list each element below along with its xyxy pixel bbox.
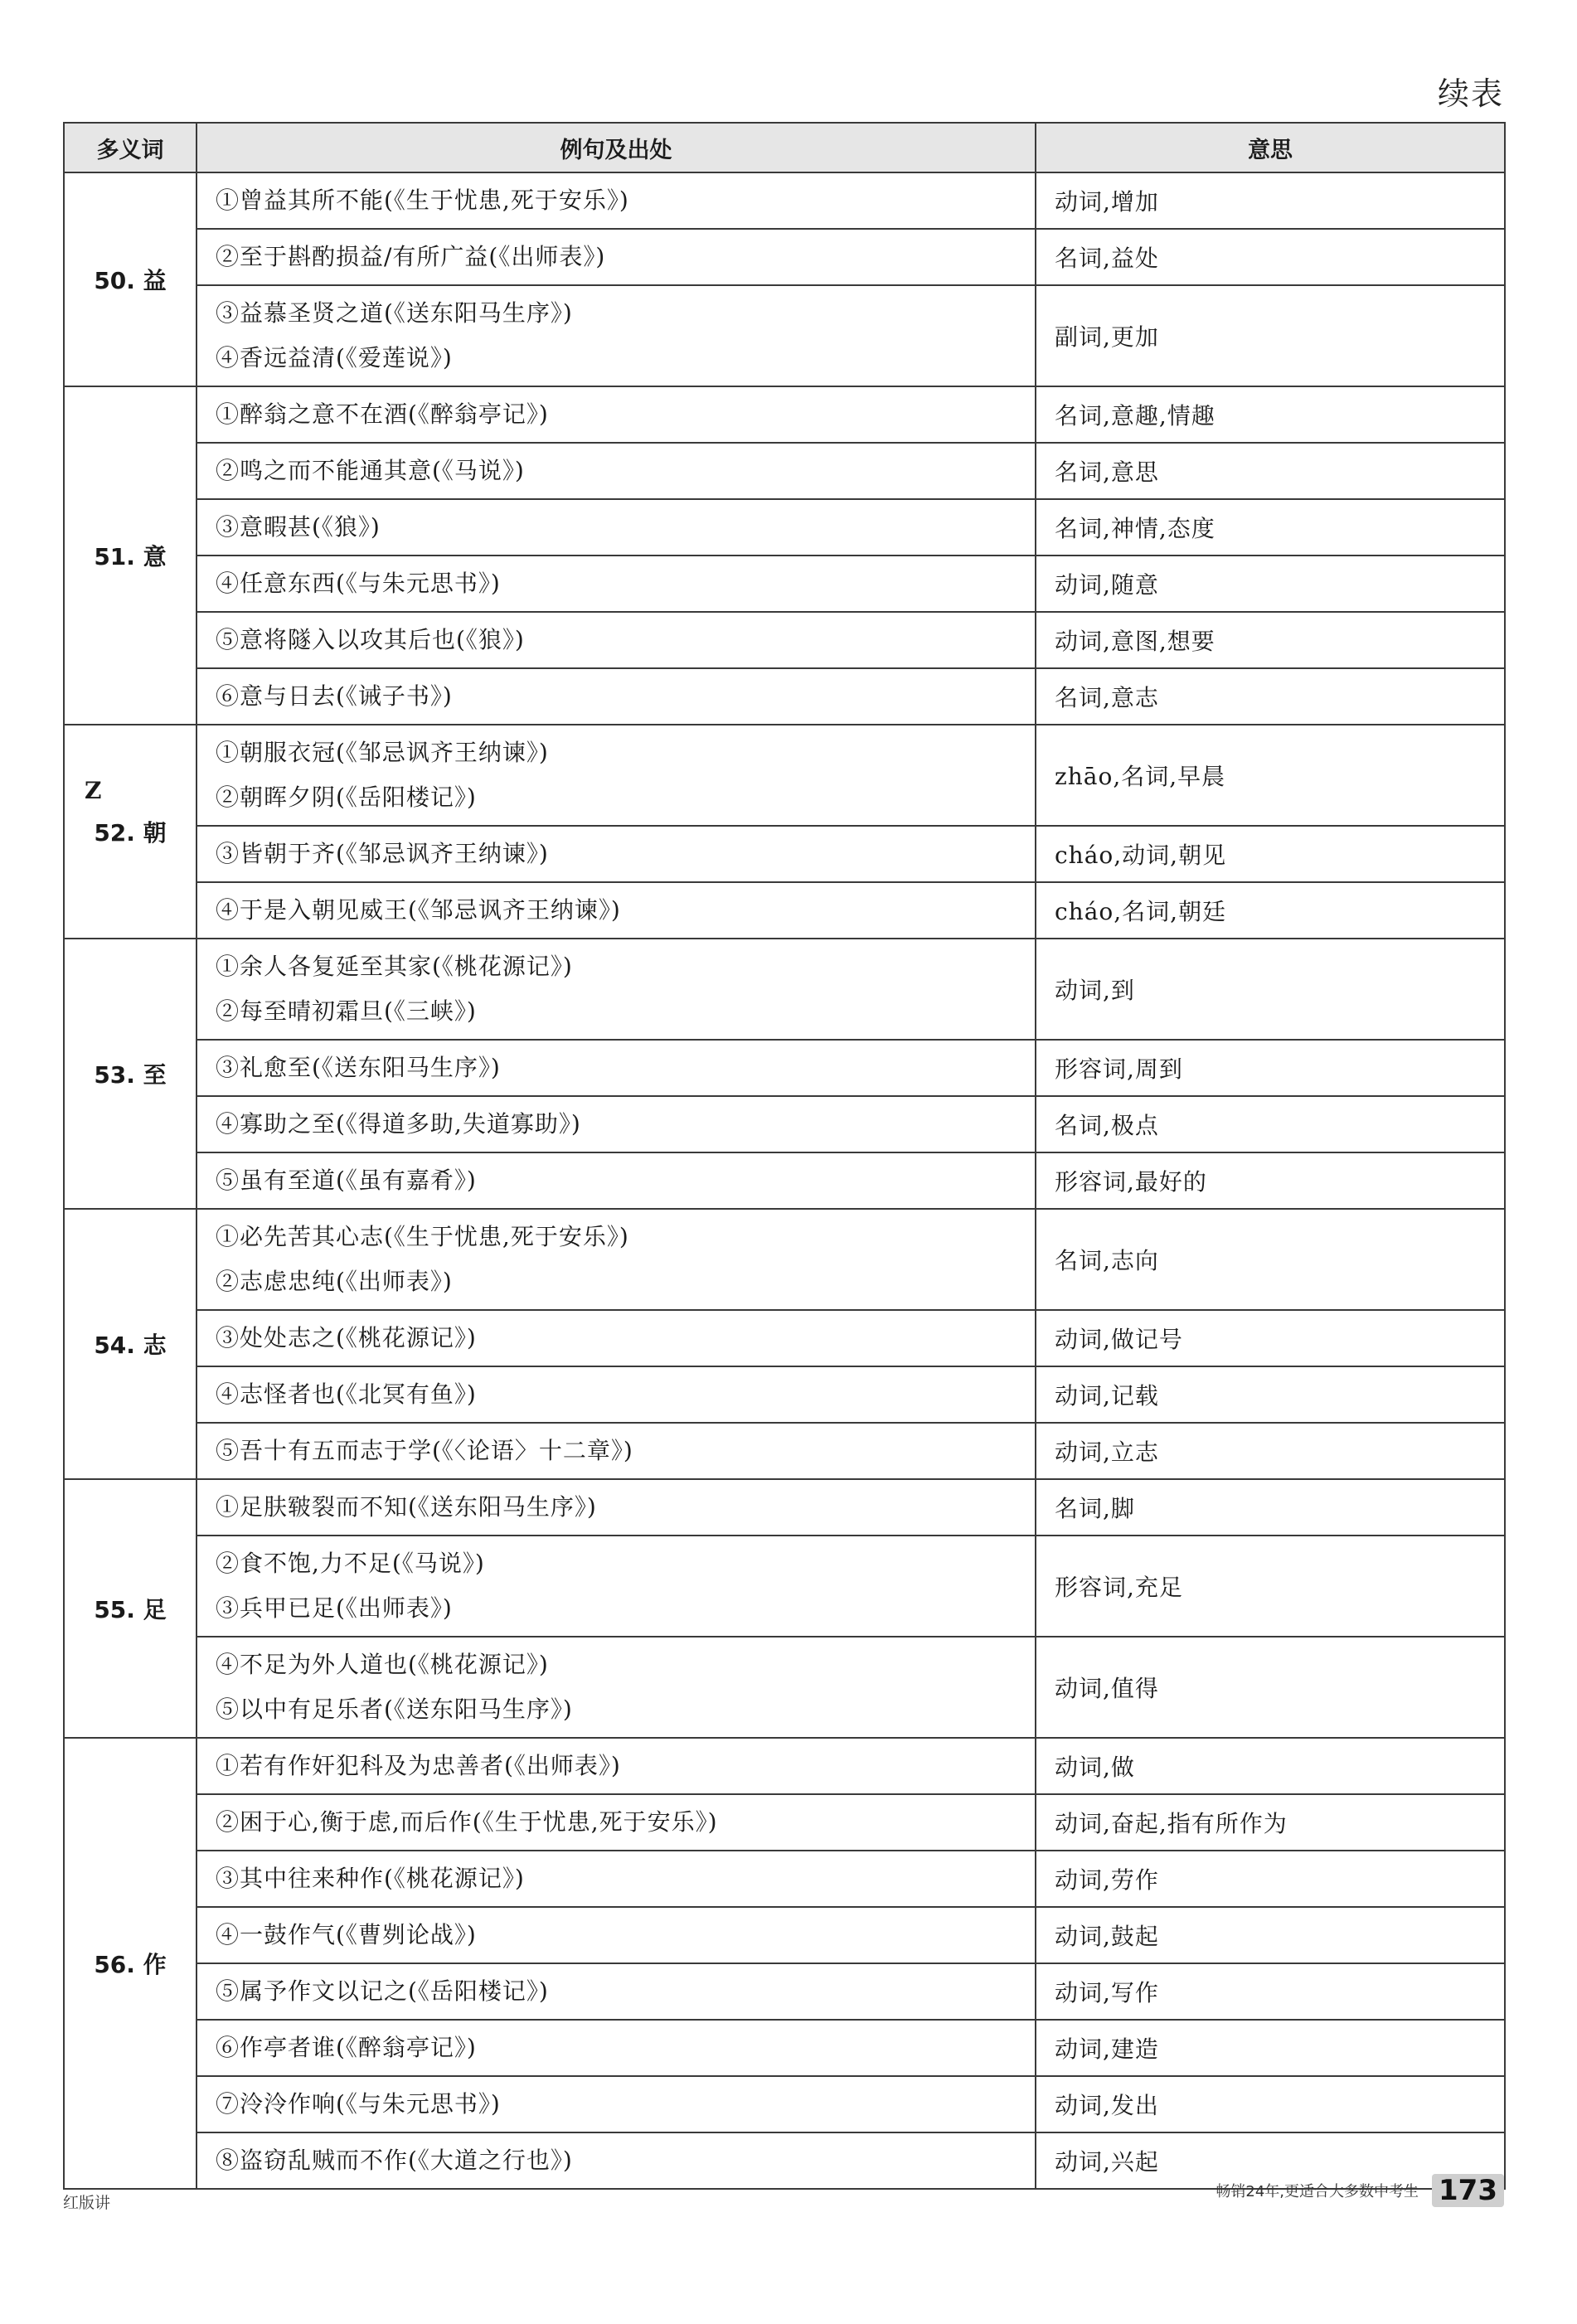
example-sentence: ⑥意与日去(《诫子书》) [216, 682, 453, 710]
footer-slogan: 畅销24年,更适合大多数中考生 [1216, 2183, 1419, 2200]
header-word: 多义词 [64, 123, 197, 172]
footer-right [1216, 2174, 1504, 2207]
meaning-cell: 动词,建造 [1036, 2020, 1505, 2076]
table-row [64, 939, 1505, 1040]
example-cell [197, 1310, 1036, 1366]
example-sentence: ③意暇甚(《狼》) [216, 513, 381, 541]
table-row [64, 1738, 1505, 1794]
table-row [64, 882, 1505, 939]
example-sentence: ④志怪者也(《北冥有鱼》) [216, 1380, 477, 1408]
example-cell [197, 172, 1036, 229]
meaning-cell: zhāo,名词,早晨 [1036, 725, 1505, 826]
meaning-cell: 动词,做记号 [1036, 1310, 1505, 1366]
table-row [64, 1637, 1505, 1738]
example-sentence: ⑤意将隧入以攻其后也(《狼》) [216, 626, 525, 653]
example-sentence: ④于是入朝见威王(《邹忌讽齐王纳谏》) [216, 896, 621, 924]
polysemy-table [63, 122, 1506, 2190]
table-row [64, 443, 1505, 499]
example-cell [197, 1152, 1036, 1209]
meaning-cell: 动词,立志 [1036, 1423, 1505, 1479]
example-cell [197, 1096, 1036, 1152]
example-sentence: ②朝晖夕阴(《岳阳楼记》) [216, 784, 477, 811]
meaning-cell: 名词,意志 [1036, 668, 1505, 725]
meaning-cell: 动词,奋起,指有所作为 [1036, 1794, 1505, 1851]
polysemous-word-cell [64, 1479, 197, 1738]
table-row [64, 1310, 1505, 1366]
meaning-cell: 名词,益处 [1036, 229, 1505, 285]
meaning-cell: 名词,志向 [1036, 1209, 1505, 1310]
example-cell [197, 1423, 1036, 1479]
example-cell [197, 826, 1036, 882]
meaning-cell: cháo,动词,朝见 [1036, 826, 1505, 882]
table-row [64, 668, 1505, 725]
table-row [64, 229, 1505, 285]
header-examples: 例句及出处 [197, 123, 1036, 172]
example-sentence: ②困于心,衡于虑,而后作(《生于忧患,死于安乐》) [216, 1808, 718, 1836]
table-row [64, 2076, 1505, 2132]
header-meaning: 意思 [1036, 123, 1505, 172]
example-cell [197, 882, 1036, 939]
polysemous-word-cell [64, 1738, 197, 2189]
example-cell [197, 1637, 1036, 1738]
example-sentence: ③其中往来种作(《桃花源记》) [216, 1865, 525, 1892]
meaning-cell: 动词,发出 [1036, 2076, 1505, 2132]
example-sentence: ④寡助之至(《得道多助,失道寡助》) [216, 1110, 581, 1138]
example-cell [197, 499, 1036, 556]
meaning-cell: 动词,做 [1036, 1738, 1505, 1794]
table-row [64, 725, 1505, 826]
polysemous-word-cell [64, 1209, 197, 1479]
footer-brand: 红版讲 [63, 2194, 111, 2212]
table-row [64, 612, 1505, 668]
example-sentence: ⑤以中有足乐者(《送东阳马生序》) [216, 1696, 573, 1723]
page-number: 173 [1432, 2174, 1504, 2207]
example-cell [197, 1366, 1036, 1423]
example-cell [197, 443, 1036, 499]
table-row [64, 1963, 1505, 2020]
meaning-cell: 动词,值得 [1036, 1637, 1505, 1738]
table-row [64, 1366, 1505, 1423]
example-cell [197, 1479, 1036, 1536]
example-cell [197, 1209, 1036, 1310]
example-sentence: ③礼愈至(《送东阳马生序》) [216, 1054, 501, 1081]
polysemous-word: 55. 足 [94, 1596, 167, 1623]
meaning-cell: 动词,兴起 [1036, 2132, 1505, 2189]
meaning-cell: 动词,意图,想要 [1036, 612, 1505, 668]
example-sentence: ④一鼓作气(《曹刿论战》) [216, 1921, 477, 1948]
example-cell [197, 1738, 1036, 1794]
example-sentence: ③处处志之(《桃花源记》) [216, 1324, 477, 1351]
example-sentence: ①必先苦其心志(《生于忧患,死于安乐》) [216, 1223, 629, 1250]
table-row [64, 172, 1505, 229]
meaning-cell: 动词,劳作 [1036, 1851, 1505, 1907]
table-row [64, 2020, 1505, 2076]
example-cell [197, 1851, 1036, 1907]
example-sentence: ③皆朝于齐(《邹忌讽齐王纳谏》) [216, 840, 549, 867]
meaning-cell: 名词,脚 [1036, 1479, 1505, 1536]
example-cell [197, 1907, 1036, 1963]
example-sentence: ⑤属予作文以记之(《岳阳楼记》) [216, 1977, 549, 2005]
meaning-cell: 动词,随意 [1036, 556, 1505, 612]
table-row [64, 1423, 1505, 1479]
meaning-cell: 动词,记载 [1036, 1366, 1505, 1423]
example-sentence: ①余人各复延至其家(《桃花源记》) [216, 953, 573, 980]
table-row [64, 1096, 1505, 1152]
example-sentence: ①若有作奸犯科及为忠善者(《出师表》) [216, 1752, 621, 1779]
meaning-cell: 形容词,充足 [1036, 1536, 1505, 1637]
table-row [64, 1209, 1505, 1310]
example-sentence: ④香远益清(《爱莲说》) [216, 344, 453, 371]
index-letter: Z [85, 777, 102, 804]
meaning-cell: 形容词,周到 [1036, 1040, 1505, 1096]
example-sentence: ③益慕圣贤之道(《送东阳马生序》) [216, 299, 573, 327]
table-body [64, 172, 1505, 2189]
polysemous-word-cell [64, 725, 197, 939]
example-cell [197, 285, 1036, 386]
example-cell [197, 1536, 1036, 1637]
table-row [64, 1851, 1505, 1907]
table-row [64, 1040, 1505, 1096]
example-sentence: ①曾益其所不能(《生于忧患,死于安乐》) [216, 187, 629, 214]
polysemous-word-cell [64, 386, 197, 725]
polysemous-word: 51. 意 [94, 543, 167, 570]
polysemous-word-cell [64, 939, 197, 1209]
example-sentence: ②鸣之而不能通其意(《马说》) [216, 457, 525, 484]
example-cell [197, 229, 1036, 285]
example-sentence: ③兵甲已足(《出师表》) [216, 1594, 453, 1622]
example-cell [197, 2020, 1036, 2076]
continued-label: 续表 [1437, 75, 1504, 112]
meaning-cell: 副词,更加 [1036, 285, 1505, 386]
example-cell [197, 2076, 1036, 2132]
table-row [64, 386, 1505, 443]
example-sentence: ④任意东西(《与朱元思书》) [216, 570, 501, 597]
meaning-cell: 形容词,最好的 [1036, 1152, 1505, 1209]
example-cell [197, 612, 1036, 668]
table-row [64, 499, 1505, 556]
table-header-row [64, 123, 1505, 172]
polysemous-word-cell [64, 172, 197, 386]
meaning-cell: 名词,意趣,情趣 [1036, 386, 1505, 443]
table-row [64, 556, 1505, 612]
example-cell [197, 1794, 1036, 1851]
example-sentence: ④不足为外人道也(《桃花源记》) [216, 1651, 549, 1678]
example-sentence: ②每至晴初霜旦(《三峡》) [216, 997, 477, 1025]
example-sentence: ⑧盗窃乱贼而不作(《大道之行也》) [216, 2147, 573, 2174]
polysemous-word: 53. 至 [94, 1061, 167, 1089]
table-row [64, 1907, 1505, 1963]
example-cell [197, 1963, 1036, 2020]
example-sentence: ⑦泠泠作响(《与朱元思书》) [216, 2090, 501, 2118]
table-row [64, 1794, 1505, 1851]
table-row [64, 826, 1505, 882]
meaning-cell: 名词,极点 [1036, 1096, 1505, 1152]
meaning-cell: cháo,名词,朝廷 [1036, 882, 1505, 939]
example-cell [197, 725, 1036, 826]
meaning-cell: 动词,写作 [1036, 1963, 1505, 2020]
example-sentence: ⑤虽有至道(《虽有嘉肴》) [216, 1167, 477, 1194]
polysemous-word: 56. 作 [94, 1951, 167, 1978]
example-cell [197, 668, 1036, 725]
example-sentence: ①朝服衣冠(《邹忌讽齐王纳谏》) [216, 739, 549, 766]
example-sentence: ①醉翁之意不在酒(《醉翁亭记》) [216, 400, 549, 428]
meaning-cell: 名词,意思 [1036, 443, 1505, 499]
example-sentence: ⑥作亭者谁(《醉翁亭记》) [216, 2034, 477, 2061]
meaning-cell: 动词,增加 [1036, 172, 1505, 229]
example-sentence: ②至于斟酌损益/有所广益(《出师表》) [216, 243, 606, 270]
polysemous-word: 54. 志 [94, 1332, 167, 1359]
example-cell [197, 556, 1036, 612]
example-cell [197, 939, 1036, 1040]
example-sentence: ②食不饱,力不足(《马说》) [216, 1550, 485, 1577]
table-row [64, 285, 1505, 386]
example-cell [197, 386, 1036, 443]
table-row [64, 1479, 1505, 1536]
example-cell [197, 2132, 1036, 2189]
meaning-cell: 动词,鼓起 [1036, 1907, 1505, 1963]
meaning-cell: 名词,神情,态度 [1036, 499, 1505, 556]
example-sentence: ①足肤皲裂而不知(《送东阳马生序》) [216, 1493, 597, 1521]
example-sentence: ②志虑忠纯(《出师表》) [216, 1268, 453, 1295]
table-row [64, 1536, 1505, 1637]
polysemous-word: 52. 朝 [94, 819, 167, 847]
polysemous-word: 50. 益 [94, 267, 167, 294]
example-cell [197, 1040, 1036, 1096]
meaning-cell: 动词,到 [1036, 939, 1505, 1040]
example-sentence: ⑤吾十有五而志于学(《〈论语〉十二章》) [216, 1437, 633, 1464]
table-row [64, 1152, 1505, 1209]
